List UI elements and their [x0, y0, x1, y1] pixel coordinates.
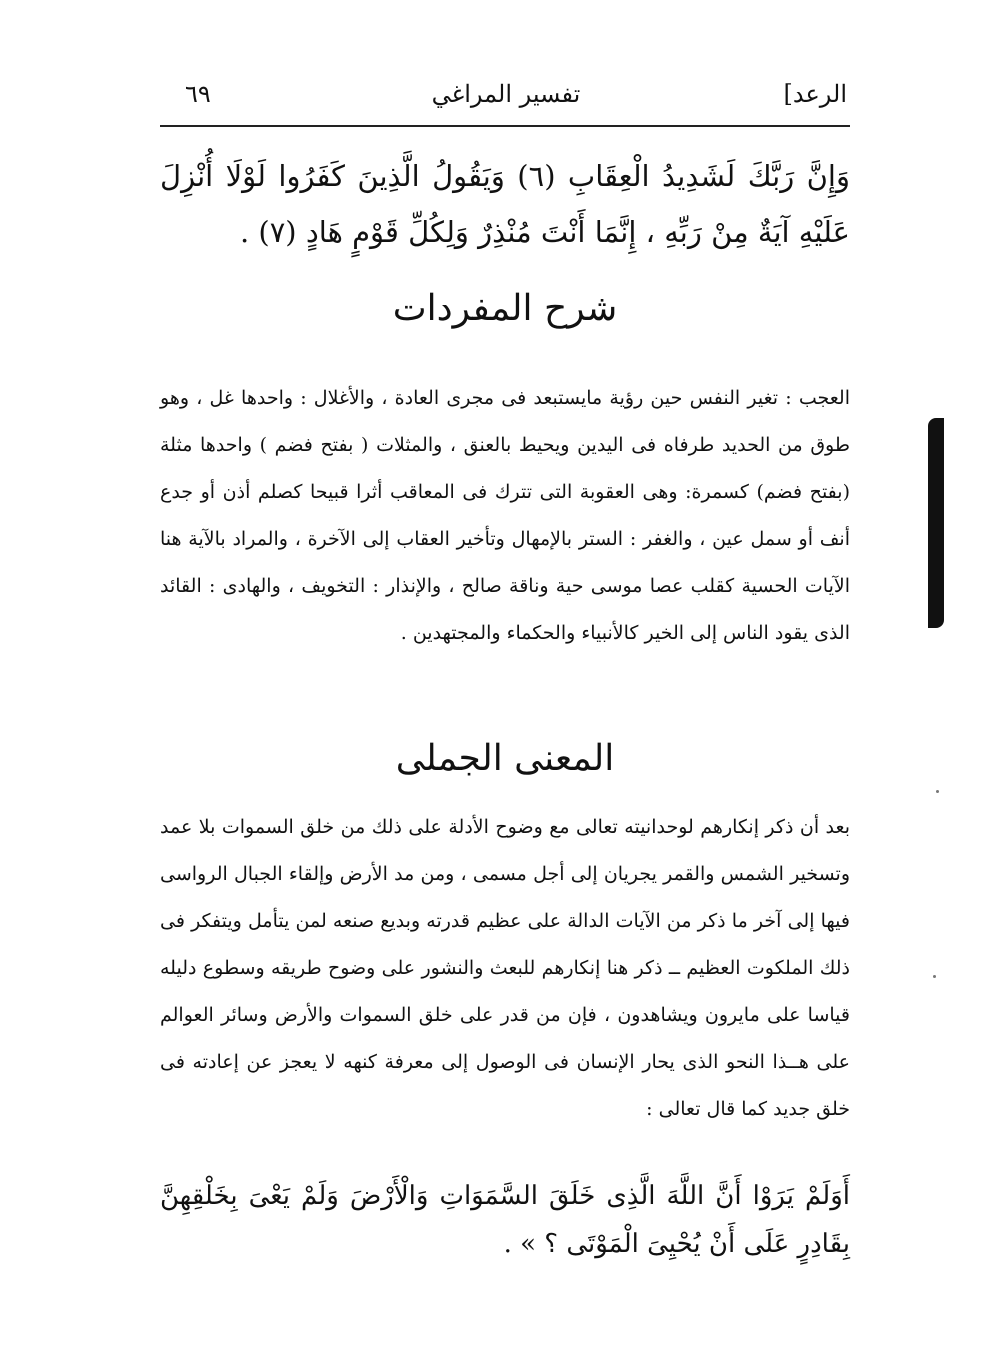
book-title: تفسير المراغي: [431, 80, 581, 108]
margin-speck: [936, 790, 939, 793]
margin-speck: [933, 975, 936, 978]
section-heading-general-meaning: المعنى الجملى: [395, 738, 615, 779]
quran-verse-top: وَإِنَّ رَبَّكَ لَشَدِيدُ الْعِقَابِ (٦) وَيَقُولُ الَّذِينَ كَفَرُوا لَوْلَا أُنْزِلَ عَلَيْهِ آيَةٌ مِنْ رَبِّهِ ، إِنَّمَا أَنْتَ مُنْذِرٌ وَلِكُلِّ قَوْمٍ هَادٍ (٧) .: [160, 159, 850, 249]
surah-name: الرعد]: [783, 80, 847, 108]
section-heading-vocabulary: شرح المفردات: [392, 288, 618, 329]
vocabulary-paragraph: العجب : تغير النفس حين رؤية مايستبعد فى مجرى العادة ، والأغلال : واحدها غل ، وهو طوق من الحديد طرفاه فى اليدين ويحيط بالعنق ، والمثلات ( بفتح فضم ) واحدها مثلة (بفتح فضم) كسمرة: وهى العقوبة التى تترك فى المعاقب أثرا قبيحا كصلم أذن أو جدع أنف أو سمل عين ، والغفر : الستر بالإمهال وتأخير العقاب إلى الآخرة ، والمراد بالآية هنا الآيات الحسية كقلب عصا موسى حية وناقة صالح ، والإنذار : التخويف ، والهادى : القائد الذى يقود الناس إلى الخير كالأنبياء والحكماء والمجتهدين .: [160, 387, 850, 644]
running-header: [165, 80, 847, 120]
quran-verse-bottom: أَوَلَمْ يَرَوْا أَنَّ اللَّهَ الَّذِى خَلَقَ السَّمَوَاتِ وَالْأَرْضَ وَلَمْ يَعْىَ بِخَلْقِهِنَّ بِقَادِرٍ عَلَى أَنْ يُحْيِىَ الْمَوْتَى ؟ » .: [160, 1181, 850, 1259]
margin-scan-mark: [928, 418, 944, 628]
header-rule: [160, 125, 850, 127]
page-number: ٦٩: [185, 80, 211, 108]
general-meaning-paragraph: بعد أن ذكر إنكارهم لوحدانيته تعالى مع وضوح الأدلة على ذلك من خلق السموات بلا عمد وتسخير الشمس والقمر يجريان إلى أجل مسمى ، ومن مد الأرض وإلقاء الجبال الرواسى فيها إلى آخر ما ذكر من الآيات الدالة على عظيم قدرته وبديع صنعه لمن يتأمل ويتفكر فى ذلك الملكوت العظيم ــ ذكر هنا إنكارهم للبعث والنشور على وضوح طريقه وسطوع دليله قياسا على مايرون ويشاهدون ، فإن من قدر على خلق السموات والأرض وسائر العوالم على هــذا النحو الذى يحار الإنسان فى الوصول إلى معرفة كنهه لا يعجز عن إعادته فى خلق جديد كما قال تعالى :: [160, 816, 850, 1120]
